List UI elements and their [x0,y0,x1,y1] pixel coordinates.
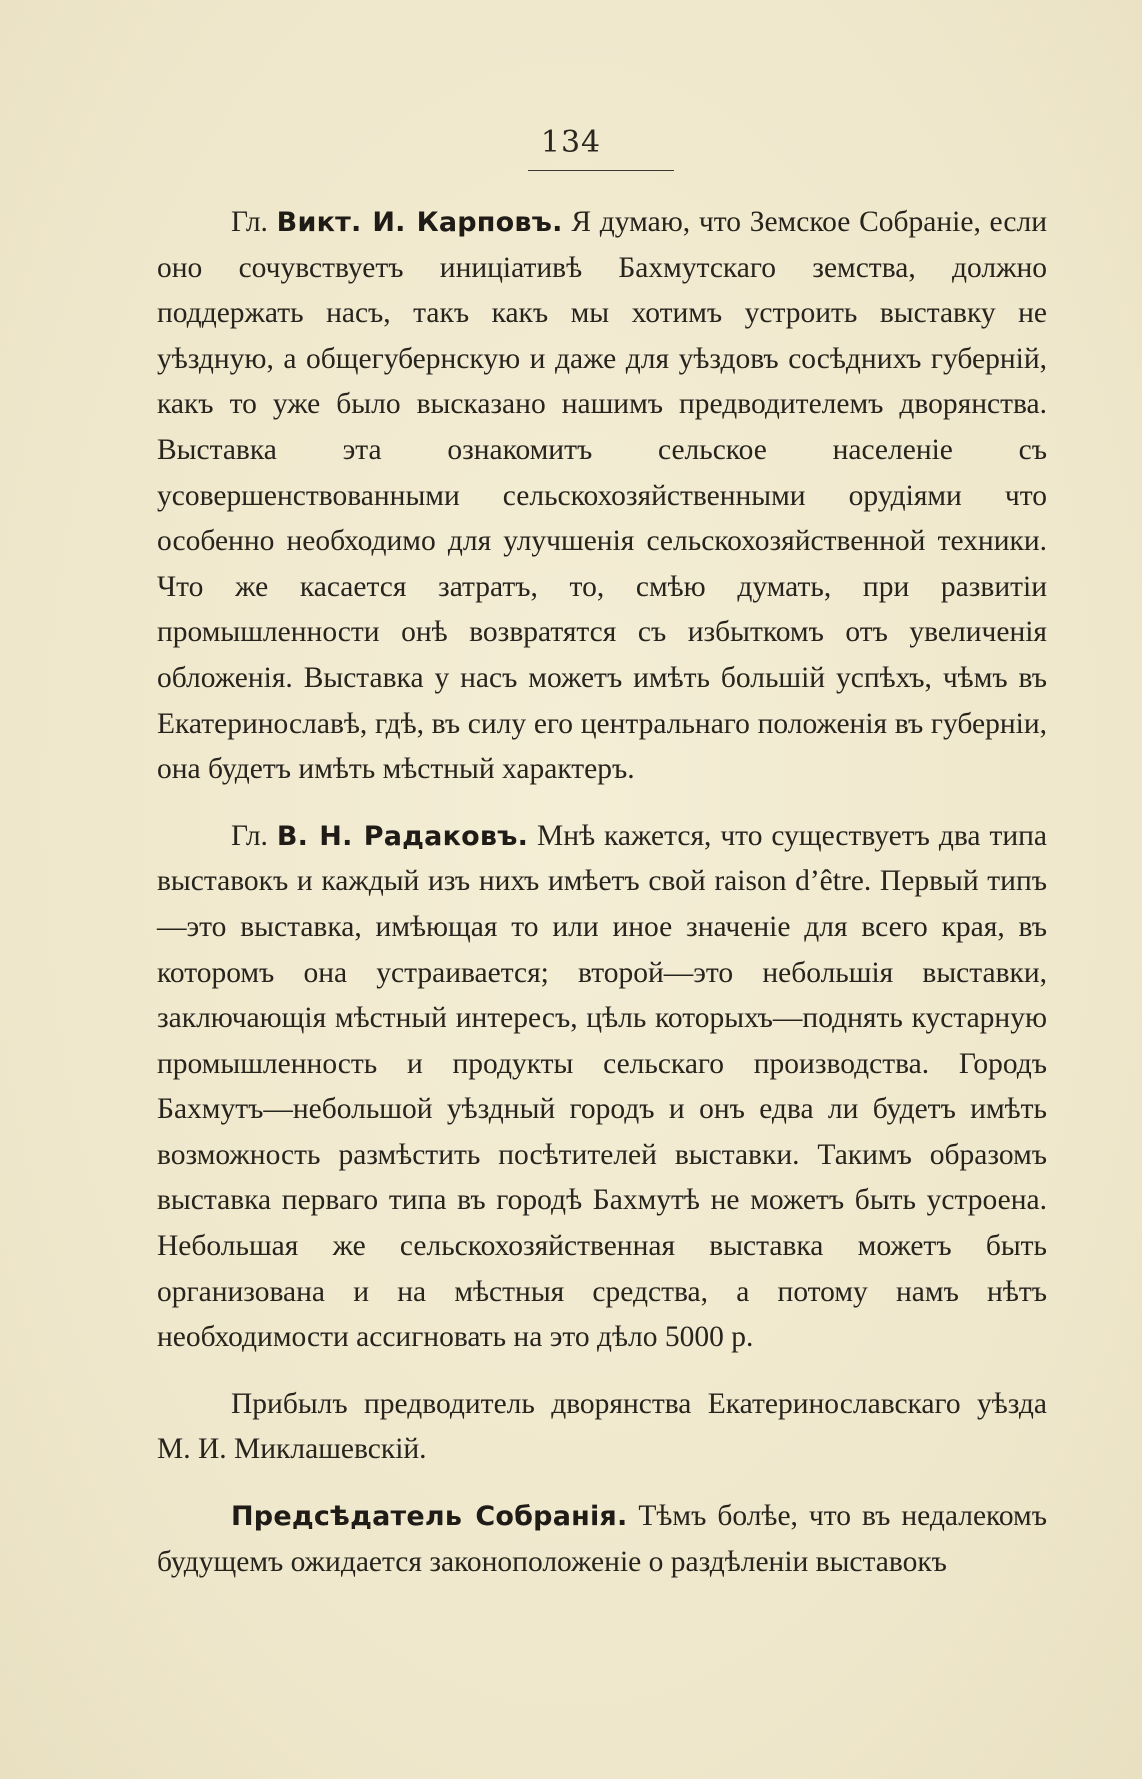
speaker-name: Викт. И. Карповъ. [276,207,563,238]
body-text [157,200,1047,1585]
paragraph-text: Мнѣ кажется, что существуетъ два типа выставокъ и каждый изъ нихъ имѣетъ свой raison d’être. Первый типъ—это выставка, имѣющая то или иное значеніе для всего края, въ которомъ она устраивается; второй—это небольшія выставки, заключающія мѣстный интересъ, цѣль которыхъ—поднять кустарную промышленность и продукты сельскаго производства. Городъ Бахмутъ—небольшой уѣздный городъ и онъ едва ли будетъ имѣть возможность размѣстить посѣтителей выставки. Такимъ образомъ выставка перваго типа въ городѣ Бахмутѣ не можетъ быть устроена. Небольшая же сельскохозяйственная выставка можетъ быть организована и на мѣстныя средства, а потому намъ нѣтъ необходимости ассигновать на это дѣло 5000 р. [157,819,1048,1354]
page-number-rule [528,170,674,171]
page-number: 134 [540,125,602,160]
paragraph-karpov [157,200,1047,793]
speaker-name: Предсѣдатель Собранія. [231,1501,628,1533]
speaker-prefix: Гл. [231,206,277,238]
paragraph-text: Тѣмъ болѣе, что въ недалекомъ будущемъ ожидается законоположеніе о раздѣленіи выставокъ [157,1500,1047,1578]
paragraph-text: Прибылъ предводитель дворянства Екатеринославскаго уѣзда М. И. Миклашевскій. [157,1387,1047,1466]
paragraph-radakov [157,814,1047,1361]
paragraph-arrival-note [157,1382,1047,1473]
speaker-name: В. Н. Радаковъ. [276,820,529,852]
paragraph-chairman [157,1494,1047,1585]
speaker-prefix: Гл. [231,819,277,852]
paragraph-text: Я думаю, что Земское Собраніе, если оно сочувствуетъ иниціативѣ Бахмутскаго земства, должно поддержать насъ, такъ какъ мы хотимъ устроить выставку не уѣздную, а общегубернскую и даже для уѣздовъ сосѣднихъ губерній, какъ то уже было высказано нашимъ предводителемъ дворянства. Выставка эта ознакомитъ сельское населеніе съ усовершенствованными сельскохозяйственными орудіями что особенно необходимо для улучшенія сельскохозяйственной техники. Что же касается затратъ, то, смѣю думать, при развитіи промышленности онѣ возвратятся съ избыткомъ отъ увеличенія обложенія. Выставка у насъ можетъ имѣть большій успѣхъ, чѣмъ въ Екатеринославѣ, гдѣ, въ силу его центральнаго положенія въ губерніи, она будетъ имѣть мѣстный характеръ. [157,206,1047,786]
